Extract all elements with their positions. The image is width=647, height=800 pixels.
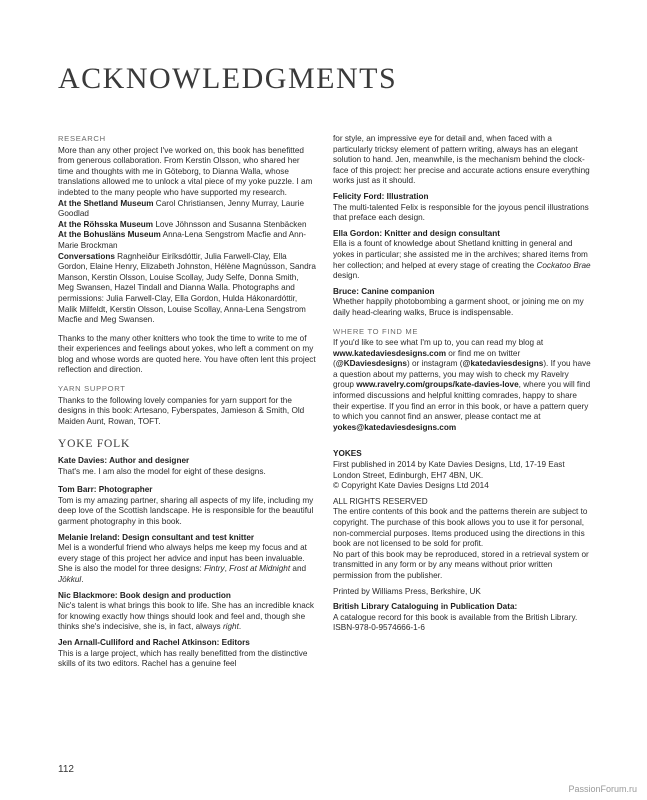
- tom-text: Tom is my amazing partner, sharing all aspects of my life, including my deep love of the Scottish landscape. He is responsible for the beautiful garment photography in this book.: [58, 495, 314, 526]
- melanie-design-3: Jökkul: [58, 574, 82, 584]
- where-to-find-me-label: WHERE TO FIND ME: [333, 326, 419, 336]
- bl-text: A catalogue record for this book is available from the British Library. ISBN-978-0-9574666-1-6: [333, 612, 578, 633]
- kate-head-text: Kate Davies: Author and designer: [58, 456, 190, 466]
- where-text-d: ). If you have a question about my patterns, you may wish to check my Ravelry group: [333, 359, 591, 390]
- where-text-a: If you'd like to see what I'm up to, you can read my blog at: [333, 338, 544, 348]
- twitter-handle[interactable]: @KDaviesdesigns: [335, 359, 407, 369]
- felicity-text: The multi-talented Felix is responsible for the joyous pencil illustrations that preface each design.: [333, 202, 589, 223]
- melanie-end: .: [81, 574, 84, 584]
- nic-end: .: [238, 622, 242, 632]
- kate-head: [58, 456, 316, 467]
- research-label: RESEARCH: [58, 134, 106, 143]
- ella-text: [333, 239, 591, 281]
- right-column: [333, 134, 591, 634]
- left-column: [58, 134, 316, 670]
- yarn-support-label: YARN SUPPORT: [58, 384, 126, 394]
- nic-text: [58, 601, 316, 633]
- rights-text-2: No part of this book may be reproduced, stored in a retrieval system or transmitted in any form or by any means without prior written permission from the publisher.: [333, 549, 589, 580]
- page-title: ACKNOWLEDGMENTS: [58, 62, 398, 95]
- yokes-text-2: © Copyright Kate Davies Designs Ltd 2014: [333, 481, 489, 491]
- tom-head-text: Tom Barr: Photographer: [58, 485, 153, 495]
- ella-text-a: Ella is a fount of knowledge about Shetland knitting in general and yokes in particular; she assisted me in the archives; shared items from her collection; and helped at every stage of creating the: [333, 239, 588, 270]
- nic-text-a: Nic's talent is what brings this book to life. She has an incredible knack for knowing exactly how things should look and feel and, though she thinks she's indecisive, she is, in fact, always: [58, 601, 314, 632]
- felicity-head-text: Felicity Ford: Illustration: [333, 191, 429, 201]
- where-text-e: , where you will find informed discussions and helpful knitting comrades, happy to share their expertise. If you find an error in this book, or have a pattern query to which you cannot find an answer, please contact me at: [333, 380, 591, 422]
- jen-text: This is a large project, which has really benefitted from the distinctive skills of its two editors. Rachel has a genuine feel: [58, 648, 308, 669]
- felicity-head: [333, 192, 591, 203]
- watermark: PassionForum.ru: [568, 784, 637, 794]
- instagram-handle[interactable]: @katedaviesdesigns: [462, 359, 544, 369]
- editors-continued: for style, an impressive eye for detail and, when faced with a particularly tricksy element of pattern writing, always has an elegant solution to hand. Jen, meanwhile, is the mechanism behind the clock-face of this project: her precise and accurate actions ensure everything works just as it should.: [333, 134, 590, 186]
- bohuslans-museum-text: Anna-Lena Sengstrom Macfie and Ann-Marie Brockman: [58, 230, 307, 250]
- rohsska-museum-entry: [58, 220, 316, 231]
- jen-head: [58, 638, 316, 649]
- printed-text: Printed by Williams Press, Berkshire, UK: [333, 586, 481, 596]
- shetland-museum-entry: [58, 199, 316, 220]
- bruce-head-text: Bruce: Canine companion: [333, 286, 435, 296]
- melanie-sep-1: ,: [224, 564, 230, 574]
- yokes-text-1: First published in 2014 by Kate Davies Designs, Ltd, 17-19 East London Street, Edinburgh, EH7 4BN, UK.: [333, 460, 565, 480]
- shetland-museum-text: Carol Christiansen, Jenny Murray, Laurie Goodlad: [58, 198, 304, 219]
- page-number: 112: [58, 764, 74, 775]
- melanie-text: [58, 543, 316, 585]
- bruce-text: Whether happily photobombing a garment shoot, or joining me on my daily head-clearing walks, Bruce is indispensable.: [333, 297, 584, 317]
- conversations-entry: [58, 252, 316, 326]
- rohsska-museum-head: At the Röhsska Museum: [58, 219, 154, 229]
- yoke-folk-heading: YOKE FOLK: [58, 438, 131, 451]
- ravelry-link[interactable]: www.ravelry.com/groups/kate-davies-love: [356, 380, 519, 390]
- where-text-b: or find me on twitter (: [333, 348, 521, 369]
- email-link[interactable]: yokes@katedaviesdesigns.com: [333, 422, 457, 432]
- nic-head-text: Nic Blackmore: Book design and production: [58, 590, 231, 600]
- ella-head-text: Ella Gordon: Knitter and design consultant: [333, 228, 500, 238]
- melanie-text-a: Mel is a wonderful friend who always helps me keep my focus and at every stage of this project her advice and input has been invaluable. She is also the model for three designs:: [58, 543, 307, 574]
- bohuslans-museum-entry: [58, 230, 316, 251]
- melanie-head-text: Melanie Ireland: Design consultant and test knitter: [58, 532, 255, 542]
- ella-end: design.: [333, 271, 360, 281]
- melanie-sep-2: and: [290, 564, 307, 574]
- research-intro: More than any other project I've worked on, this book has benefitted from generous collaboration. From Kerstin Olsson, who shared her time and thoughts with me in Göteborg, to Dianna Walla, whose translations allowed me to unlock a vital piece of my yoke puzzle. I am indebted to the many people who have supported my research.: [58, 145, 313, 197]
- shetland-museum-head: At the Shetland Museum: [58, 198, 154, 208]
- bl-head: [333, 602, 591, 613]
- thanks-paragraph: Thanks to the many other knitters who took the time to write to me of their experiences and feelings about yokes, who left a comment on my blog and whose words are quoted here. You have often lent this project reflection and direction.: [58, 333, 316, 375]
- bruce-head: [333, 287, 591, 298]
- rights-head: ALL RIGHTS RESERVED: [333, 496, 428, 506]
- where-to-find-me-text: [333, 338, 591, 433]
- melanie-design-1: Fintry: [204, 564, 225, 574]
- melanie-design-2: Frost at Midnight: [229, 564, 291, 574]
- yokes-head: [333, 449, 591, 460]
- yarn-support-text: Thanks to the following lovely companies for yarn support for the designs in this book: Artesano, Fyberspates, Jamieson & Smith, Old Maiden Aunt, Rowan, TOFT.: [58, 395, 305, 426]
- rohsska-museum-text: Love Jöhnsson and Susanna Stenbäcken: [153, 219, 307, 229]
- where-text-c: ) or instagram (: [406, 359, 463, 369]
- ella-design: Cockatoo Brae: [536, 260, 591, 270]
- jen-head-text: Jen Arnall-Culliford and Rachel Atkinson: Editors: [58, 637, 250, 647]
- conversations-head: Conversations: [58, 251, 115, 261]
- kate-text: That's me. I am also the model for eight of these designs.: [58, 466, 266, 476]
- blog-link[interactable]: www.katedaviesdesigns.com: [333, 348, 447, 358]
- melanie-head: [58, 533, 316, 544]
- bl-head-text: British Library Cataloguing in Publication Data:: [333, 602, 518, 612]
- nic-italic: right: [222, 622, 239, 632]
- ella-head: [333, 229, 591, 240]
- conversations-text: Ragnheiður Eiríksdóttir, Julia Farwell-Clay, Ella Gordon, Elaine Henry, Elizabeth Johnston, Hélène Magnússon, Sandra Manson, Kerstin Olsson, Louise Scollay, Judy Selfe, Donna Smith, Meg Swansen, Hazel Tindall and Dianna Walla. Photographs and permissions: Julia Farwell-Clay, Ella Gordon, Hulda Hákonardóttir, Malik Milfeldt, Kerstin Olsson, Louise Scollay, Anna-Lena Sengstrom Macfie and Meg Swansen.: [58, 251, 316, 325]
- bohuslans-museum-head: At the Bohusläns Museum: [58, 230, 161, 240]
- tom-head: [58, 485, 316, 496]
- yokes-head-text: YOKES: [333, 449, 362, 459]
- rights-text-1: The entire contents of this book and the patterns therein are subject to copyright. The purchase of this book allows you to use it for personal, non-commercial purposes. Items produced using the directions in this book are not licensed to be sold for profit.: [333, 507, 588, 549]
- nic-head: [58, 591, 316, 602]
